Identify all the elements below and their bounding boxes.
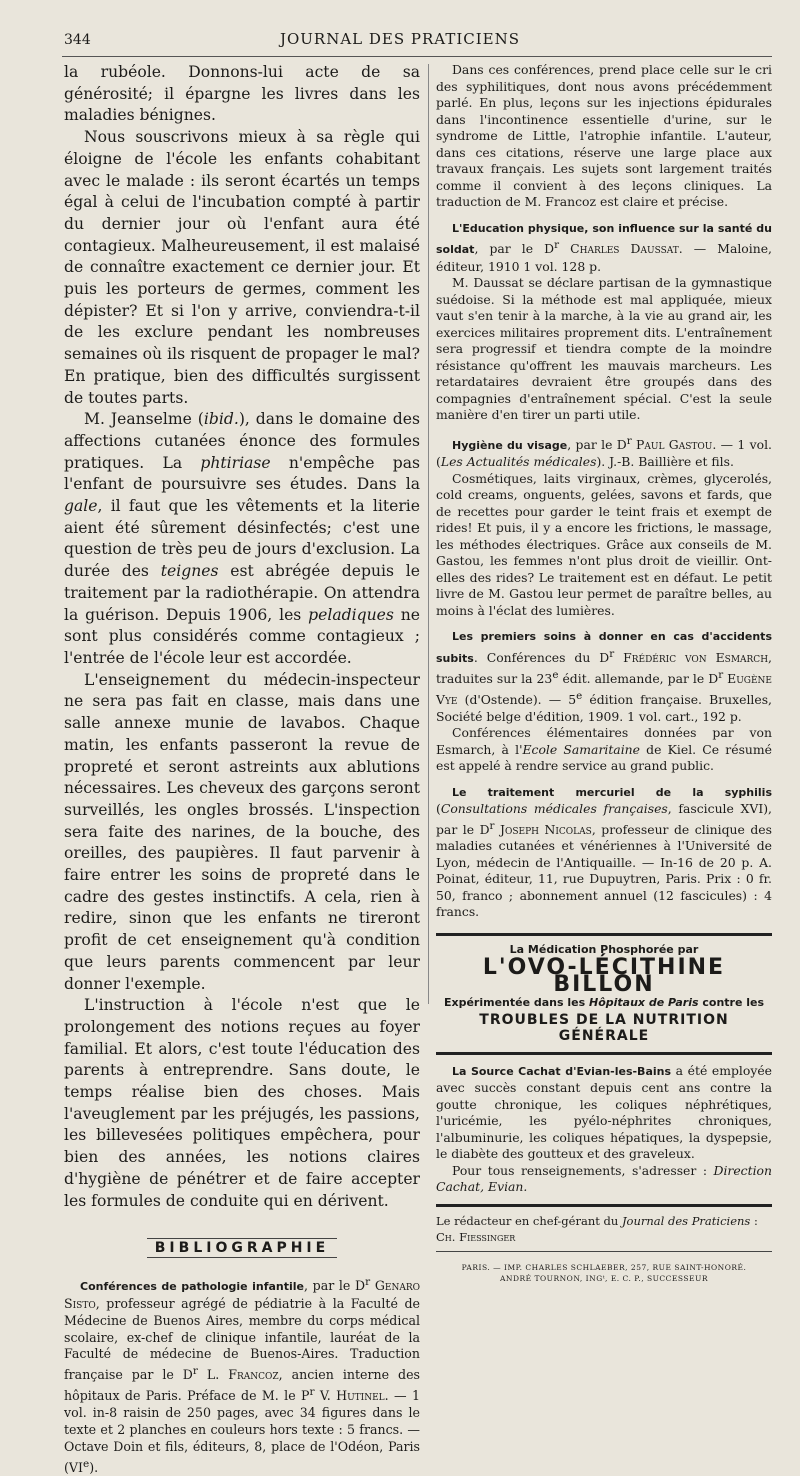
entry-body: M. Daussat se déclare partisan de la gymnastique suédoise. Si la méthode est mal appliquée, mieux vaut s'en tenir à la marche, à la vie au grand air, les exercices militaires proprement dits. L'entraînement sera progressif et tiendra compte de la moindre résistance qu'offrent les mauvais marcheurs. Les retardataires devraient être groupés dans des compagnies d'entraînement spécial. C'est la seule manière d'en tirer un parti utile. [436, 275, 772, 423]
bibliography-entry: L'Education physique, son influence sur la santé du soldat, par le $D^r$ Charles Daussat. — Maloine, éditeur, 1910 1 vol. 128 p. M. Daussat se déclare partisan de la gymnastique suédoise. Si la méthode est mal appliquée, mieux vaut s'en tenir à la marche, à la vie au grand air, les exercices militaires proprement dits. L'entraînement sera progressif et tiendra compte de la moindre résistance qu'offrent les mauvais marcheurs. Les retardataires devraient être groupés dans des compagnies d'entraînement spécial. C'est la seule manière d'en tirer un parti utile. [436, 221, 772, 423]
paragraph: M. Jeanselme (ibid.), dans le domaine des affections cutanées énonce des formules pratiques. La phtiriase n'empêche pas l'enfant de poursuivre ses études. Dans la gale, il faut que les vêtements et la literie aient été sûrement désinfectés; c'est une question de très peu de jours d'exclusion. La durée des teignes est abrégée depuis le traitement par la radiothérapie. On attendra la guérison. Depuis 1906, les peladiques ne sont plus considérés comme contagieux ; l'entrée de l'école leur est accordée. [64, 410, 420, 667]
paragraph: la rubéole. Donnons-lui acte de sa générosité; il épargne les livres dans les maladies bénignes. [64, 63, 420, 125]
left-column [64, 62, 420, 1476]
section-title: BIBLIOGRAPHIE [64, 1238, 420, 1260]
advertisement [436, 933, 772, 1055]
paragraph: Nous souscrivons mieux à sa règle qui éloigne de l'école les enfants cohabitant avec le malade : ils seront écartés un temps égal à celui de l'incubation compté à partir du dernier jour où l'enfant aura été contagieux. Malheureusement, il est malaisé de connaître exactement ce dernier jour. Et puis les porteurs de germes, comment les dépister? Et si l'on y arrive, conviendra-t-il de les exclure pendant les nombreuses semaines où ils risquent de propager le mal? En pratique, bien des difficultés surgissent de toutes parts. [64, 128, 420, 407]
header-rule [62, 56, 772, 57]
entry-body: Cosmétiques, laits virginaux, crèmes, glycerolés, cold creams, onguents, gelées, savons et fards, que de recettes pour garder le teint frais et exempt de rides! Et puis, il y a encore les frictions, le massage, les méthodes électriques. Grâce aux conseils de M. Gastou, les femmes n'ont plus droit de vieillir. Ont-elles des rides? Le traitement est en défaut. Le petit livre de M. Gastou leur permet de paraître belles, au moins à l'éclat des lumières. [436, 470, 772, 618]
ad-line: Expérimentée dans les Hôpitaux de Paris contre les [443, 996, 765, 1010]
ad-rule [436, 1052, 772, 1055]
cachat-notice: La Source Cachat d'Evian-les-Bains a été employée avec succès constant depuis cent ans contre la goutte chronique, les coliques néphrétiques, l'uricémie, les pyélo-néphrites chroniques, l'albuminurie, les coliques hépatiques, la dyspepsie, le diabète des goutteux et des graveleux. Pour tous renseignements, s'adresser : Direction Cachat, Evian. [436, 1063, 772, 1207]
bibliography-entry: Conférences de pathologie infantile, par le $D^r$ Genaro Sisto, professeur agrégé de pédiatrie à la Faculté de Médecine de Buenos Aires, membre du corps médical scolaire, ex-chef de clinique infantile, lauréat de la Faculté de médecine de Buenos-Aires. Traduction française par le $D^r$ L. Francoz, ancien interne des hôpitaux de Paris. Préface de M. le $P^r$ V. Hutinel. — 1 vol. in-8 raisin de 250 pages, avec 34 figures dans le texte et 2 planches en couleurs hors texte : 5 francs. — Octave Doin et fils, éditeurs, 8, place de l'Odéon, Paris (VIe). [64, 1275, 420, 1475]
running-head: JOURNAL DES PRATICIENS [279, 30, 521, 48]
editor-line: Le rédacteur en chef-gérant du Journal des Praticiens : Ch. Fiessinger [436, 1213, 758, 1245]
paragraph: L'instruction à l'école n'est que le prolongement des notions reçues au foyer familial. Et alors, c'est toute l'éducation des parents à entreprendre. Sans doute, le temps réalise bien des choses. Mais l'aveuglement par les préjugés, les passions, les billevesées politiques empêchera, pour bien des années, les notions claires d'hygiène de pénétrer et de faire accepter les formules de conduite qui en dérivent. [64, 996, 420, 1210]
entry-body: Conférences élémentaires données par von Esmarch, à l'Ecole Samaritaine de Kiel. Ce résumé est appelé à rendre service au grand public. [436, 725, 772, 774]
ad-headline: L'OVO-LÉCITHINE BILLON [482, 955, 726, 997]
bibliography-entry: Le traitement mercuriel de la syphilis (Consultations médicales françaises, fascicule XVI), par le $D^r$ Joseph Nicolas, professeur de clinique des maladies cutanées et vénériennes à l'Université de Lyon, médecin de l'Antiquaille. — In-16 de 20 p. A. Poinat, éditeur, 11, rue Dupuytren, Paris. Prix : 0 fr. 50, franco ; abonnement annuel (12 fascicules) : 4 francs. [436, 785, 772, 920]
bibliography-entry: Hygiène du visage, par le $D^r$ Paul Gastou. — 1 vol. (Les Actualités médicales). J.-B. Baillière et fils. Cosmétiques, laits virginaux, crèmes, glycerolés, cold creams, onguents, gelées, savons et fards, que de recettes pour garder le teint frais et exempt de rides! Et puis, il y a encore les frictions, le massage, les méthodes électriques. Grâce aux conseils de M. Gastou, les femmes n'ont plus droit de vieillir. Ont-elles des rides? Le traitement est en défaut. Le petit livre de M. Gastou leur permet de paraître belles, au moins à l'éclat des lumières. [436, 434, 772, 618]
paragraph: L'enseignement du médecin-inspecteur ne sera pas fait en classe, mais dans une salle annexe munie de lavabos. Chaque matin, les enfants passeront la revue de propreté et seront astreints aux ablutions nécessaires. Les cheveux des garçons seront surveillés, les ongles brossés. L'inspection sera faite des narines, de la bouche, des oreilles, des paupières. Il faut parvenir à faire entrer les soins de propreté dans le cadre des gestes instinctifs. A cela, rien à redire, sinon que les enfants ne tireront profit de cet enseignement qu'à condition que leurs parents commencent par leur donner l'exemple. [64, 670, 420, 993]
rule [436, 1251, 772, 1252]
bibliography-entry: Les premiers soins à donner en cas d'accidents subits. Conférences du $D^r$ Frédéric von Esmarch, traduites sur la 23e édit. allemande, par le $D^r$ Eugène Vye (d'Ostende). — 5e édition française. Bruxelles, Société belge d'édition, 1909. 1 vol. cart., 192 p. Conférences élémentaires données par von Esmarch, à l'Ecole Samaritaine de Kiel. Ce résumé est appelé à rendre service au grand public. [436, 630, 772, 774]
page-number: 344 [64, 32, 91, 48]
paragraph: Dans ces conférences, prend place celle sur le cri des syphilitiques, dont nous avons précédemment parlé. En plus, leçons sur les injections épidurales dans l'incontinence essentielle d'urine, sur le syndrome de Little, l'atrophie infantile. L'auteur, dans ces citations, réserve une large place aux travaux français. Les sujets sont largement traités comme il convient à des leçons cliniques. La traduction de M. Francoz est claire et précise. [436, 62, 772, 209]
printer-imprint: PARIS. — IMP. CHARLES SCHLAEBER, 257, RUE SAINT-HONORÉ. ANDRÉ TOURNON, INGᵗ, E. C. P., SUCCESSEUR [461, 1262, 747, 1283]
ad-line: La Médication Phosphorée par [509, 942, 699, 956]
ad-line: TROUBLES DE LA NUTRITION GÉNÉRALE [479, 1011, 729, 1045]
column-rule [428, 64, 429, 1004]
rule [436, 1204, 772, 1207]
right-column [436, 62, 772, 1284]
